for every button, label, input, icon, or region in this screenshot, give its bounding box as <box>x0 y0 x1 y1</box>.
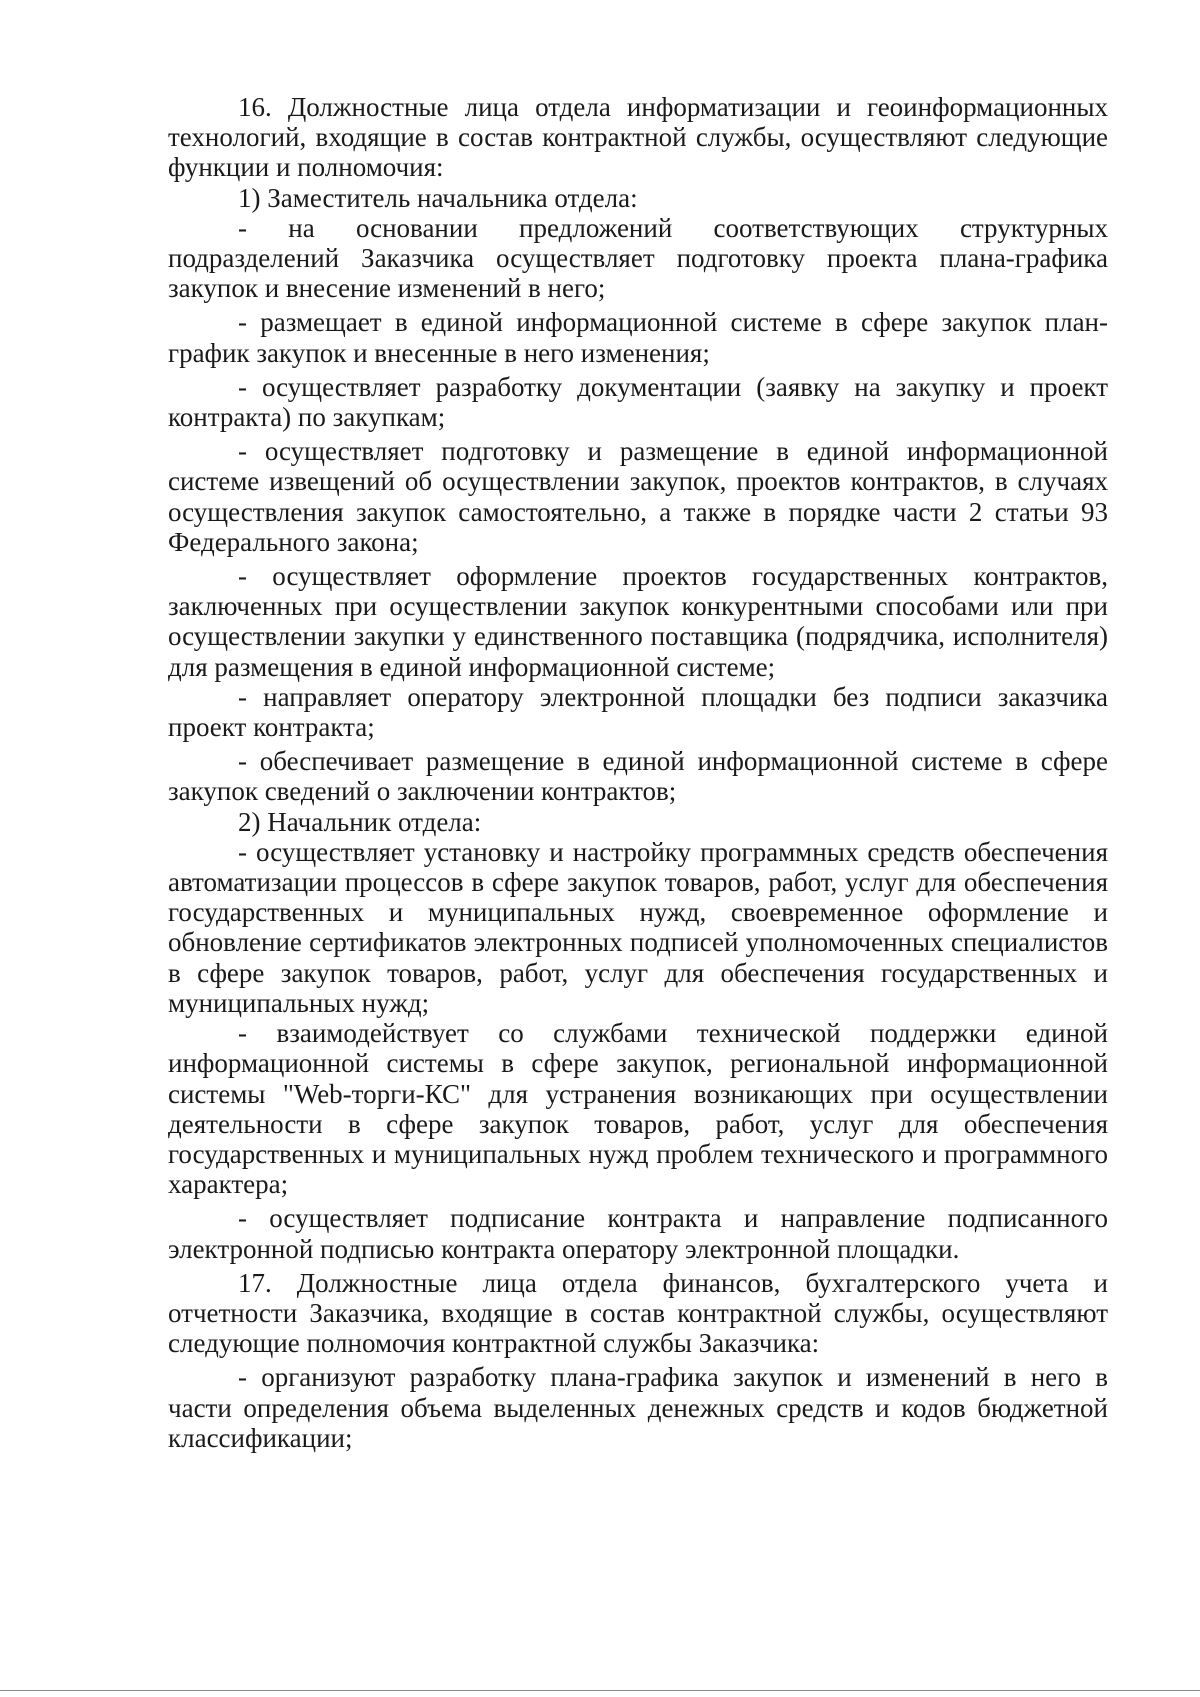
list-item: - взаимодействует со службами технической поддержки единой информационной системы в сфере закупок, региональной информационной системы "Web-торги-КС" для устранения возникающих при осуществлении деятельности в сфере закупок товаров, работ, услуг для обеспечения государственных и муниципальных нужд проблем технического и программного характера; <box>168 1018 1108 1200</box>
list-item: - обеспечивает размещение в единой информационной системе в сфере закупок сведений о заключении контрактов; <box>168 746 1108 807</box>
paragraph-16: 16. Должностные лица отдела информатизации и геоинформационных технологий, входящие в состав контрактной службы, осуществляют следующие функции и полномочия: <box>168 92 1108 183</box>
list-item: - размещает в единой информационной системе в сфере закупок план-график закупок и внесенные в него изменения; <box>168 307 1108 368</box>
list-item: - на основании предложений соответствующих структурных подразделений Заказчика осуществляет подготовку проекта плана-графика закупок и внесение изменений в него; <box>168 212 1108 304</box>
list-item: - осуществляет установку и настройку программных средств обеспечения автоматизации процессов в сфере закупок товаров, работ, услуг для обеспечения государственных и муниципальных нужд, своевременное оформление и обновление сертификатов электронных подписей уполномоченных специалистов в сфере закупок товаров, работ, услуг для обеспечения государственных и муниципальных нужд; <box>168 836 1108 1018</box>
paragraph-17: 17. Должностные лица отдела финансов, бухгалтерского учета и отчетности Заказчика, входящие в состав контрактной службы, осуществляют следующие полномочия контрактной службы Заказчика: <box>168 1267 1108 1359</box>
scan-edge-line <box>0 1690 1200 1691</box>
list-item: - организуют разработку плана-графика закупок и изменений в него в части определения объема выделенных денежных средств и кодов бюджетной классификации; <box>168 1362 1108 1453</box>
list-item: - осуществляет разработку документации (заявку на закупку и проект контракта) по закупкам; <box>168 371 1108 433</box>
subheading-deputy-head: 1) Заместитель начальника отдела: <box>238 182 638 213</box>
list-item: - осуществляет подготовку и размещение в единой информационной системе извещений об осуществлении закупок, проектов контрактов, в случаях осуществления закупок самостоятельно, а также в порядке части 2 статьи 93 Федерального закона; <box>168 436 1108 557</box>
list-item: - направляет оператору электронной площадки без подписи заказчика проект контракта; <box>168 681 1108 743</box>
subheading-head: 2) Начальник отдела: <box>238 806 482 837</box>
document-page <box>168 92 1108 1453</box>
list-item: - осуществляет оформление проектов государственных контрактов, заключенных при осуществлении закупок конкурентными способами или при осуществлении закупки у единственного поставщика (подрядчика, исполнителя) для размещения в единой информационной системе; <box>168 561 1108 682</box>
list-item: - осуществляет подписание контракта и направление подписанного электронной подписью контракта оператору электронной площадки. <box>168 1203 1108 1264</box>
